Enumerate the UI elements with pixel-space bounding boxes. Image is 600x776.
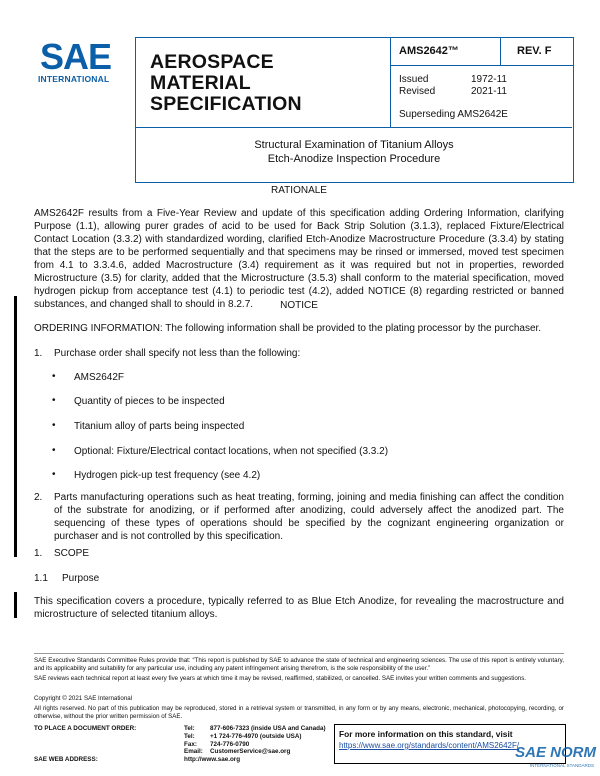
revision-cell <box>501 38 573 66</box>
logo-subtext: INTERNATIONAL <box>38 74 110 84</box>
issued-value: 1972-11 <box>471 74 507 85</box>
footer-rights: All rights reserved. No part of this publication may be reproduced, stored in a retrieval system or transmitted, in any form or by any means, electronic, mechanical, photocopying, recording, or otherwise, without the prior written permission of SAE. <box>34 705 564 720</box>
item-2-text: Parts manufacturing operations such as heat treating, forming, joining and media finishing can affect the condition of the substrate for anodizing, or if performed after anodizing, could adversely affect the anodized part. The sequencing of these types of operations should be specified by the cognizant engineering organization or purchaser and is not controlled by this specification. <box>54 492 564 542</box>
revision: REV. F <box>517 45 552 57</box>
tel-value: 877-606-7323 (inside USA and Canada) <box>210 725 326 732</box>
footer-copyright: Copyright © 2021 SAE International <box>34 695 133 702</box>
bullet-item: Optional: Fixture/Electrical contact locations, when not specified (3.3.2) <box>74 446 389 457</box>
order-label: TO PLACE A DOCUMENT ORDER: <box>34 725 137 732</box>
tel2-label: Tel: <box>184 732 195 740</box>
document-subtitle <box>136 128 572 182</box>
footer-review: SAE reviews each technical report at least every five years at which time it may be revised, reaffirmed, stabilized, or cancelled. SAE invites your written comments and suggestions. <box>34 675 527 682</box>
web-label: SAE WEB ADDRESS: <box>34 756 98 764</box>
web-value[interactable]: http://www.sae.org <box>184 756 241 764</box>
bullet-item: AMS2642F <box>74 372 125 383</box>
tel2-value: +1 724-776-4970 (outside USA) <box>210 732 302 740</box>
rationale-text: AMS2642F results from a Five-Year Review and update of this specification adding Ordering Information, clarifying Purpose (1.1), allowing purer grades of acid to be used for Back Strip Solution (3.1.3), replaced Fixture/Electrical Contact Location (3.3.2) with standardized wording, clarified Etch-Anodize Macrostructure Procedure (3.3.4) by stating that the steps are to be performed sequentially and that specimens may be rinsed or immersed, moved test specimen from 4.1 to 3.3.4.6, added Macrostructure (3.4) requirement as it was required but not in properties, reworded Microstructure (3.5) for clarity, added that the Microstructure (3.5.3) shall conform to the material specification, moved hydrogen pickup from acceptance test (4.1) to periodic test (4.2), added NOTICE (8) regarding restricted or banned substances, and changed shall to should in 8.2.7. <box>34 208 564 310</box>
bullet-icon: • <box>52 371 56 382</box>
fax-label: Fax: <box>184 740 197 748</box>
norm-logo-text: SAE NORM <box>515 744 596 761</box>
change-bar <box>14 296 17 557</box>
rationale-heading: RATIONALE <box>271 185 327 196</box>
notice-heading: NOTICE <box>280 300 318 311</box>
bullet-item: Hydrogen pick-up test frequency (see 4.2) <box>74 470 261 481</box>
revised-label: Revised <box>399 86 436 97</box>
footer-rules: SAE Executive Standards Committee Rules provide that: “This report is published by SAE to advance the state of technical and engineering sciences. The use of this report is entirely voluntary, and its applicability and suitability for any particular use, including any patent infringement arising therefrom, is the sole responsibility of the user.” <box>34 657 564 672</box>
item-2-number: 2. <box>34 492 43 503</box>
issued-label: Issued <box>399 74 429 85</box>
scope-text: This specification covers a procedure, typically referred to as Blue Etch Anodize, for revealing the macrostructure and microstructure of selected titanium alloys. <box>34 596 564 620</box>
item-1-text: Purchase order shall specify not less than the following: <box>54 348 301 359</box>
fax-value: 724-776-0790 <box>210 740 250 748</box>
subtitle-line-1: Structural Examination of Titanium Alloys <box>254 139 454 151</box>
header-title-cell <box>136 38 391 127</box>
sae-international-logo <box>34 36 120 86</box>
more-info-title: For more information on this standard, visit <box>339 729 513 739</box>
email-value[interactable]: CustomerService@sae.org <box>210 748 291 756</box>
title-line-1: AEROSPACE <box>150 51 274 73</box>
order-contact-table <box>34 725 326 764</box>
ordering-information: ORDERING INFORMATION: The following information shall be provided to the plating processor by the purchaser. <box>34 323 542 334</box>
sae-norm-watermark-logo <box>498 740 598 774</box>
change-bar <box>14 592 17 618</box>
superseding-cell <box>391 105 573 127</box>
footer-divider <box>34 653 564 654</box>
scope-heading: SCOPE <box>54 548 90 559</box>
purpose-number: 1.1 <box>34 573 48 584</box>
title-line-2: MATERIAL SPECIFICATION <box>150 72 302 115</box>
tel-label: Tel: <box>184 725 195 732</box>
more-info-link[interactable]: https://www.sae.org/standards/content/AMS2642F/ <box>339 741 520 750</box>
norm-logo-subtext: INTERNATIONAL STANDARDS <box>529 763 594 768</box>
bullet-icon: • <box>52 445 56 456</box>
bullet-item: Quantity of pieces to be inspected <box>74 396 225 407</box>
doc-number: AMS2642™ <box>399 45 459 57</box>
logo-text: SAE <box>40 36 112 77</box>
bullet-icon: • <box>52 469 56 480</box>
doc-number-cell <box>391 38 501 66</box>
dates-cell <box>391 66 573 105</box>
scope-number: 1. <box>34 548 43 559</box>
bullet-icon: • <box>52 395 56 406</box>
document-header <box>135 37 574 183</box>
revised-value: 2021-11 <box>471 86 507 97</box>
email-label: Email: <box>184 748 203 756</box>
bullet-icon: • <box>52 420 56 431</box>
subtitle-line-2: Etch-Anodize Inspection Procedure <box>267 153 441 165</box>
bullet-item: Titanium alloy of parts being inspected <box>74 421 245 432</box>
item-1-number: 1. <box>34 348 43 359</box>
superseding: Superseding AMS2642E <box>399 109 508 120</box>
purpose-heading: Purpose <box>62 573 100 584</box>
